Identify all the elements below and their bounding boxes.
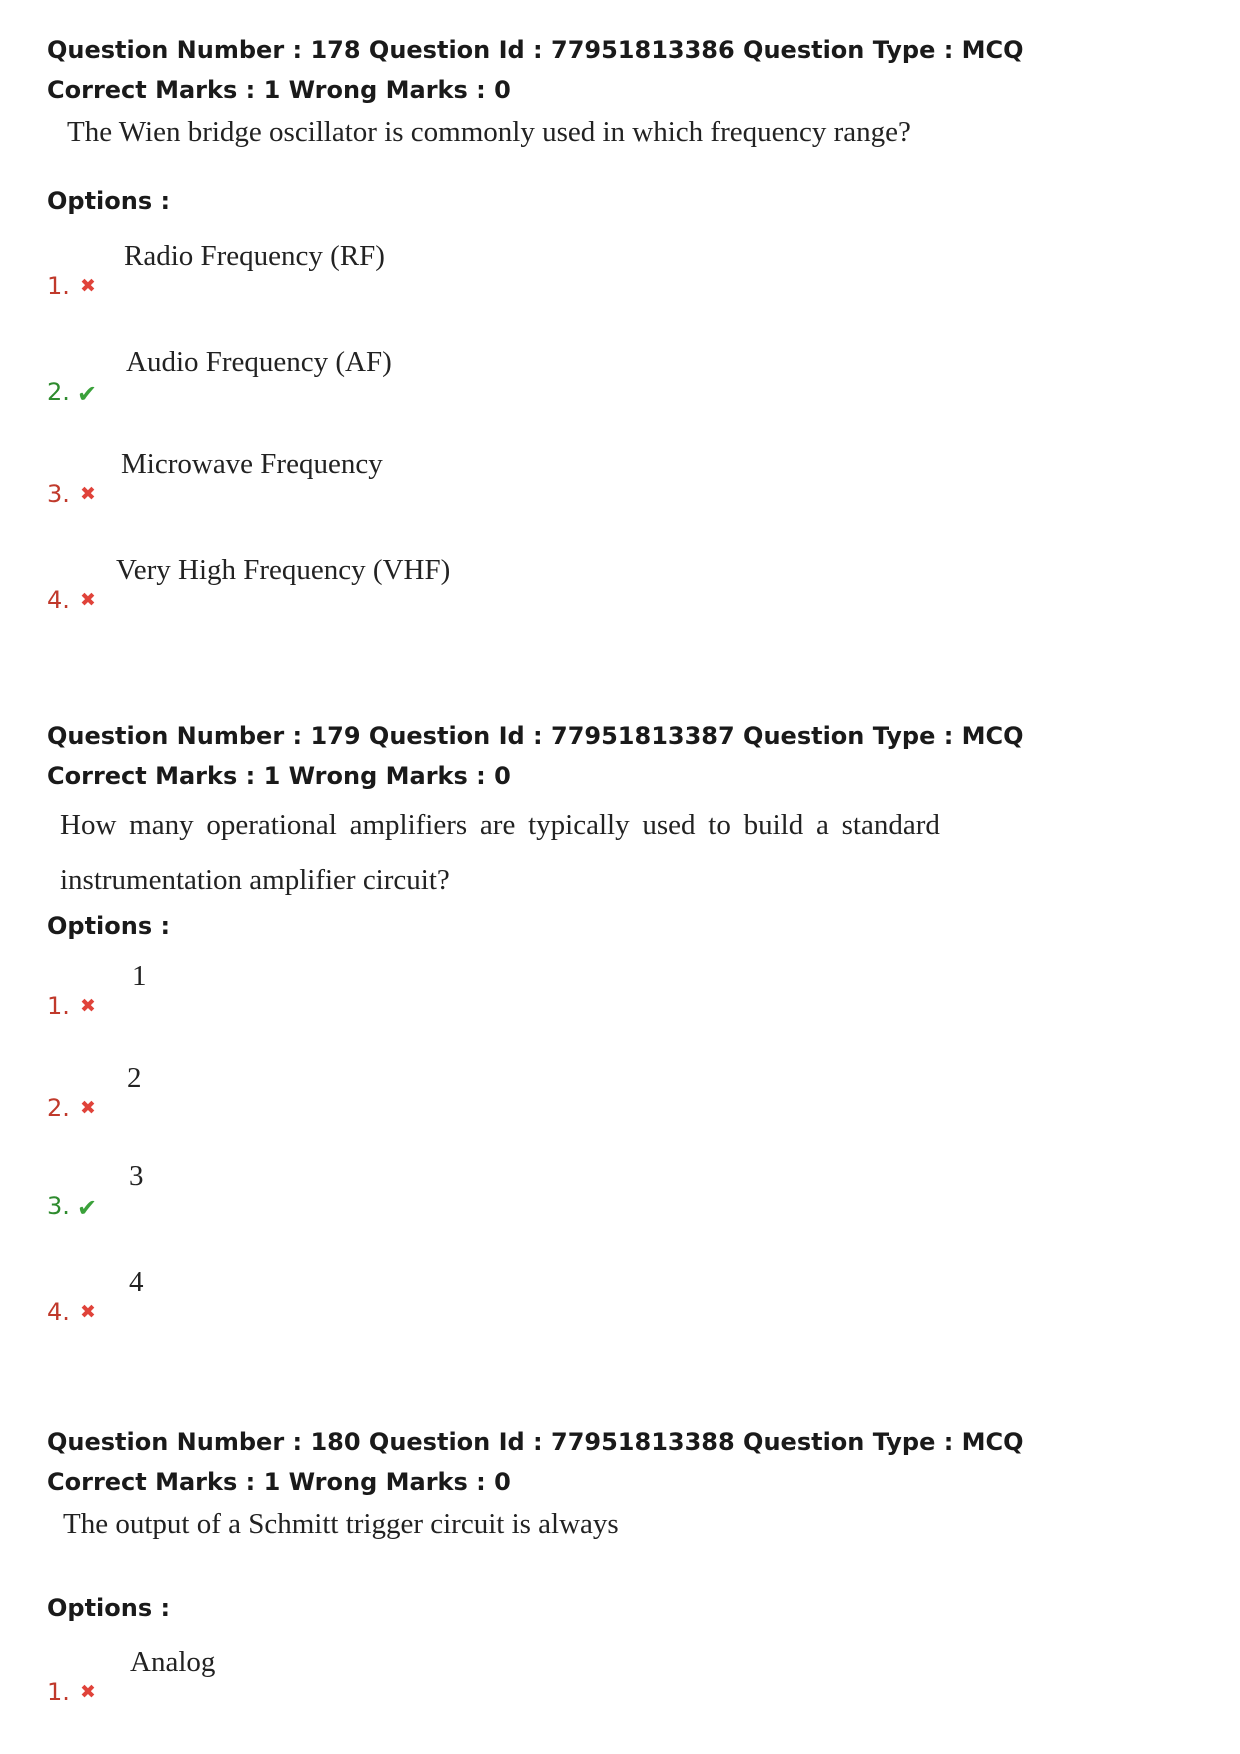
question-word: amplifiers [349, 809, 468, 841]
options-label: Options : [47, 1594, 171, 1622]
option-2 [47, 1062, 947, 1122]
option-number: 3. [47, 480, 70, 508]
cross-mark-icon: ✖ [80, 1301, 96, 1323]
option-1 [47, 1646, 947, 1706]
option-number: 1. [47, 1678, 70, 1706]
question-word: build [743, 809, 804, 841]
question-block-178 [47, 30, 1147, 614]
question-text-line-1 [60, 798, 940, 853]
question-word: used [642, 809, 696, 841]
question-text: The Wien bridge oscillator is commonly used in which frequency range? [67, 116, 911, 148]
cross-mark-icon: ✖ [80, 1681, 96, 1703]
option-text: 1 [132, 960, 147, 992]
option-3 [47, 1160, 947, 1220]
question-word: typically [528, 809, 630, 841]
option-text: 2 [127, 1062, 142, 1094]
option-4 [47, 1266, 947, 1326]
question-block-179 [47, 716, 1147, 1326]
option-number: 1. [47, 272, 70, 300]
cross-mark-icon: ✖ [80, 1097, 96, 1119]
cross-mark-icon: ✖ [80, 589, 96, 611]
question-word: to [708, 809, 731, 841]
question-word: are [479, 809, 516, 841]
option-text: Radio Frequency (RF) [124, 240, 385, 272]
option-number: 1. [47, 992, 70, 1020]
question-header: Question Number : 179 Question Id : 77951813387 Question Type : MCQ [47, 722, 1024, 750]
option-text: 3 [129, 1160, 144, 1192]
cross-mark-icon: ✖ [80, 995, 96, 1017]
question-word: operational [206, 809, 337, 841]
question-text: The output of a Schmitt trigger circuit is always [63, 1508, 619, 1540]
option-number: 4. [47, 586, 70, 614]
options-label: Options : [47, 912, 171, 940]
option-text: Audio Frequency (AF) [126, 346, 392, 378]
question-word: many [129, 809, 194, 841]
question-text [60, 798, 948, 908]
option-text: Analog [130, 1646, 216, 1678]
option-number: 2. [47, 1094, 70, 1122]
question-marks: Correct Marks : 1 Wrong Marks : 0 [47, 762, 511, 790]
check-mark-icon: ✔ [77, 380, 98, 408]
question-word: How [60, 809, 117, 841]
option-1 [47, 960, 947, 1020]
option-number: 4. [47, 1298, 70, 1326]
option-number: 3. [47, 1192, 70, 1220]
option-1 [47, 240, 947, 300]
question-marks: Correct Marks : 1 Wrong Marks : 0 [47, 76, 511, 104]
option-2 [47, 346, 947, 406]
question-word: a [816, 809, 829, 841]
question-header: Question Number : 178 Question Id : 77951813386 Question Type : MCQ [47, 36, 1024, 64]
options-label: Options : [47, 187, 171, 215]
question-block-180 [47, 1422, 1147, 1706]
question-word: standard [841, 809, 940, 841]
option-text: Microwave Frequency [121, 448, 383, 480]
option-3 [47, 448, 947, 508]
check-mark-icon: ✔ [77, 1194, 98, 1222]
cross-mark-icon: ✖ [80, 483, 96, 505]
option-4 [47, 554, 947, 614]
option-text: 4 [129, 1266, 144, 1298]
cross-mark-icon: ✖ [80, 275, 96, 297]
question-marks: Correct Marks : 1 Wrong Marks : 0 [47, 1468, 511, 1496]
option-text: Very High Frequency (VHF) [116, 554, 451, 586]
option-number: 2. [47, 378, 70, 406]
question-text-line-2: instrumentation amplifier circuit? [60, 864, 450, 896]
question-header: Question Number : 180 Question Id : 77951813388 Question Type : MCQ [47, 1428, 1024, 1456]
